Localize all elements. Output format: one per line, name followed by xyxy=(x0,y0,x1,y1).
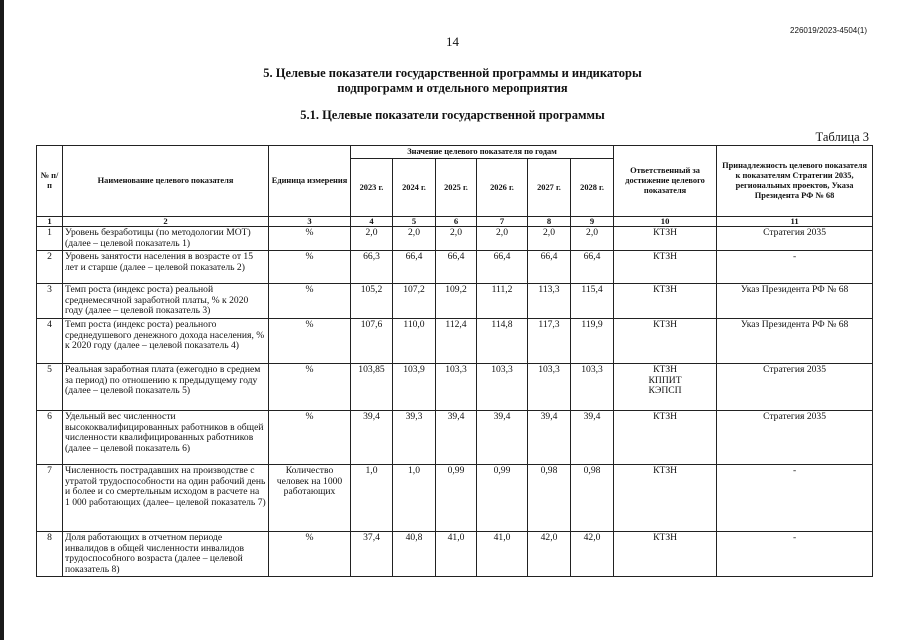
value-cell: 112,4 xyxy=(436,318,477,363)
indicator-unit: % xyxy=(269,251,351,284)
value-cell: 66,4 xyxy=(393,251,436,284)
value-cell: 66,4 xyxy=(571,251,614,284)
table-row xyxy=(37,251,873,284)
indicator-name: Уровень безработицы (по методологии МОТ) (далее – целевой показатель 1) xyxy=(63,227,269,251)
responsible-name: КТЗН xyxy=(653,410,678,422)
value-cell: 115,4 xyxy=(571,284,614,319)
affiliation-cell: Указ Президента РФ № 68 xyxy=(717,318,873,363)
value-cell: 40,8 xyxy=(393,531,436,576)
value-cell: 103,3 xyxy=(528,363,571,410)
value-cell: 107,2 xyxy=(393,284,436,319)
value-cell: 39,4 xyxy=(528,410,571,464)
responsible-cell xyxy=(614,251,717,284)
value-cell: 42,0 xyxy=(528,531,571,576)
indicators-table xyxy=(36,145,873,577)
column-numbers-row xyxy=(37,217,873,227)
indicator-unit: % xyxy=(269,284,351,319)
responsible-cell xyxy=(614,410,717,464)
affiliation-cell: - xyxy=(717,251,873,284)
column-number: 5 xyxy=(393,217,436,227)
section-heading-line-1: 5. Целевые показатели государственной программы и индикаторы xyxy=(263,66,642,80)
value-cell: 103,9 xyxy=(393,363,436,410)
value-cell: 113,3 xyxy=(528,284,571,319)
responsible-name: КТЗН xyxy=(653,363,678,375)
responsible-name: КТЗН xyxy=(653,464,678,476)
document-id: 226019/2023-4504(1) xyxy=(790,26,867,35)
responsible-cell xyxy=(614,531,717,576)
value-cell: 119,9 xyxy=(571,318,614,363)
table-row xyxy=(37,531,873,576)
row-num: 1 xyxy=(37,227,63,251)
value-cell: 109,2 xyxy=(436,284,477,319)
affiliation-cell: Стратегия 2035 xyxy=(717,227,873,251)
table-row xyxy=(37,227,873,251)
affiliation-cell: Стратегия 2035 xyxy=(717,410,873,464)
value-cell: 0,98 xyxy=(571,464,614,531)
value-cell: 39,4 xyxy=(571,410,614,464)
responsible-cell xyxy=(614,363,717,410)
value-cell: 2,0 xyxy=(393,227,436,251)
value-cell: 39,4 xyxy=(477,410,528,464)
table-label: Таблица 3 xyxy=(815,130,869,144)
value-cell: 37,4 xyxy=(351,531,393,576)
header-year: 2024 г. xyxy=(393,159,436,217)
responsible-cell xyxy=(614,464,717,531)
responsible-cell xyxy=(614,227,717,251)
row-num: 4 xyxy=(37,318,63,363)
header-year: 2023 г. xyxy=(351,159,393,217)
value-cell: 42,0 xyxy=(571,531,614,576)
indicator-name: Численность пострадавших на производстве с утратой трудоспособности на один рабочий день и более и со смертельным исходом в расчете на 1 000 работающих (далее– целевой показатель 7) xyxy=(63,464,269,531)
value-cell: 39,4 xyxy=(351,410,393,464)
header-year: 2028 г. xyxy=(571,159,614,217)
value-cell: 66,4 xyxy=(477,251,528,284)
table-row xyxy=(37,284,873,319)
table-row xyxy=(37,410,873,464)
header-responsible: Ответственный за достижение целевого показателя xyxy=(614,146,717,217)
column-number: 8 xyxy=(528,217,571,227)
indicator-name: Доля работающих в отчетном периоде инвалидов в общей численности инвалидов трудоспособного возраста (далее – целевой показатель 8) xyxy=(63,531,269,576)
value-cell: 111,2 xyxy=(477,284,528,319)
value-cell: 107,6 xyxy=(351,318,393,363)
value-cell: 1,0 xyxy=(351,464,393,531)
row-num: 2 xyxy=(37,251,63,284)
value-cell: 2,0 xyxy=(436,227,477,251)
header-year: 2025 г. xyxy=(436,159,477,217)
column-number: 7 xyxy=(477,217,528,227)
header-affiliation: Принадлежность целевого показателя к показателям Стратегии 2035, региональных проектов, Указа Президента РФ № 68 xyxy=(717,146,873,217)
responsible-name: КППИТ xyxy=(648,374,682,386)
value-cell: 0,99 xyxy=(477,464,528,531)
value-cell: 117,3 xyxy=(528,318,571,363)
indicator-unit: % xyxy=(269,318,351,363)
header-year: 2026 г. xyxy=(477,159,528,217)
affiliation-cell: Стратегия 2035 xyxy=(717,363,873,410)
responsible-name: КТЗН xyxy=(653,531,678,543)
table-row xyxy=(37,363,873,410)
header-num: № п/п xyxy=(37,146,63,217)
column-number: 6 xyxy=(436,217,477,227)
value-cell: 0,98 xyxy=(528,464,571,531)
column-number: 2 xyxy=(63,217,269,227)
responsible-name: КТЗН xyxy=(653,284,678,296)
column-number: 3 xyxy=(269,217,351,227)
column-number: 9 xyxy=(571,217,614,227)
affiliation-cell: Указ Президента РФ № 68 xyxy=(717,284,873,319)
table-row xyxy=(37,318,873,363)
value-cell: 2,0 xyxy=(351,227,393,251)
scan-edge xyxy=(0,0,4,640)
indicator-name: Уровень занятости населения в возрасте от 15 лет и старше (далее – целевой показатель 2) xyxy=(63,251,269,284)
indicator-name: Удельный вес численности высококвалифицированных работников в общей численности квалифицированных работников (далее – целевой показатель 6) xyxy=(63,410,269,464)
indicator-unit: % xyxy=(269,410,351,464)
indicator-name: Темп роста (индекс роста) реальной среднемесячной заработной платы, % к 2020 году (далее – целевой показатель 3) xyxy=(63,284,269,319)
value-cell: 66,4 xyxy=(436,251,477,284)
indicator-name: Реальная заработная плата (ежегодно в среднем за период) по отношению к предыдущему году (далее – целевой показатель 5) xyxy=(63,363,269,410)
value-cell: 114,8 xyxy=(477,318,528,363)
affiliation-cell: - xyxy=(717,464,873,531)
value-cell: 2,0 xyxy=(477,227,528,251)
section-heading-line-2: подпрограмм и отдельного мероприятия xyxy=(337,81,568,95)
value-cell: 103,85 xyxy=(351,363,393,410)
header-name: Наименование целевого показателя xyxy=(63,146,269,217)
value-cell: 2,0 xyxy=(528,227,571,251)
value-cell: 103,3 xyxy=(436,363,477,410)
value-cell: 103,3 xyxy=(477,363,528,410)
responsible-name: КЭПСП xyxy=(648,385,682,397)
column-number: 10 xyxy=(614,217,717,227)
value-cell: 41,0 xyxy=(477,531,528,576)
value-cell: 66,3 xyxy=(351,251,393,284)
column-number: 1 xyxy=(37,217,63,227)
indicator-unit: % xyxy=(269,531,351,576)
responsible-name: КТЗН xyxy=(653,227,678,238)
column-number: 11 xyxy=(717,217,873,227)
header-values-group: Значение целевого показателя по годам xyxy=(351,146,614,159)
row-num: 8 xyxy=(37,531,63,576)
responsible-name: КТЗН xyxy=(653,251,678,263)
column-number: 4 xyxy=(351,217,393,227)
value-cell: 2,0 xyxy=(571,227,614,251)
affiliation-cell: - xyxy=(717,531,873,576)
row-num: 6 xyxy=(37,410,63,464)
value-cell: 103,3 xyxy=(571,363,614,410)
header-unit: Единица измерения xyxy=(269,146,351,217)
page-number: 14 xyxy=(446,34,459,49)
subsection-heading: 5.1. Целевые показатели государственной программы xyxy=(300,108,605,122)
value-cell: 66,4 xyxy=(528,251,571,284)
table-row xyxy=(37,464,873,531)
indicator-unit: Количество человек на 1000 работающих xyxy=(269,464,351,531)
indicator-unit: % xyxy=(269,363,351,410)
value-cell: 1,0 xyxy=(393,464,436,531)
value-cell: 39,4 xyxy=(436,410,477,464)
responsible-name: КТЗН xyxy=(653,318,678,330)
value-cell: 105,2 xyxy=(351,284,393,319)
value-cell: 0,99 xyxy=(436,464,477,531)
row-num: 3 xyxy=(37,284,63,319)
value-cell: 39,3 xyxy=(393,410,436,464)
header-year: 2027 г. xyxy=(528,159,571,217)
value-cell: 110,0 xyxy=(393,318,436,363)
row-num: 7 xyxy=(37,464,63,531)
value-cell: 41,0 xyxy=(436,531,477,576)
row-num: 5 xyxy=(37,363,63,410)
indicator-unit: % xyxy=(269,227,351,251)
responsible-cell xyxy=(614,318,717,363)
responsible-cell xyxy=(614,284,717,319)
section-heading xyxy=(0,66,905,96)
indicator-name: Темп роста (индекс роста) реального среднедушевого денежного дохода населения, % к 2020 году (далее – целевой показатель 4) xyxy=(63,318,269,363)
